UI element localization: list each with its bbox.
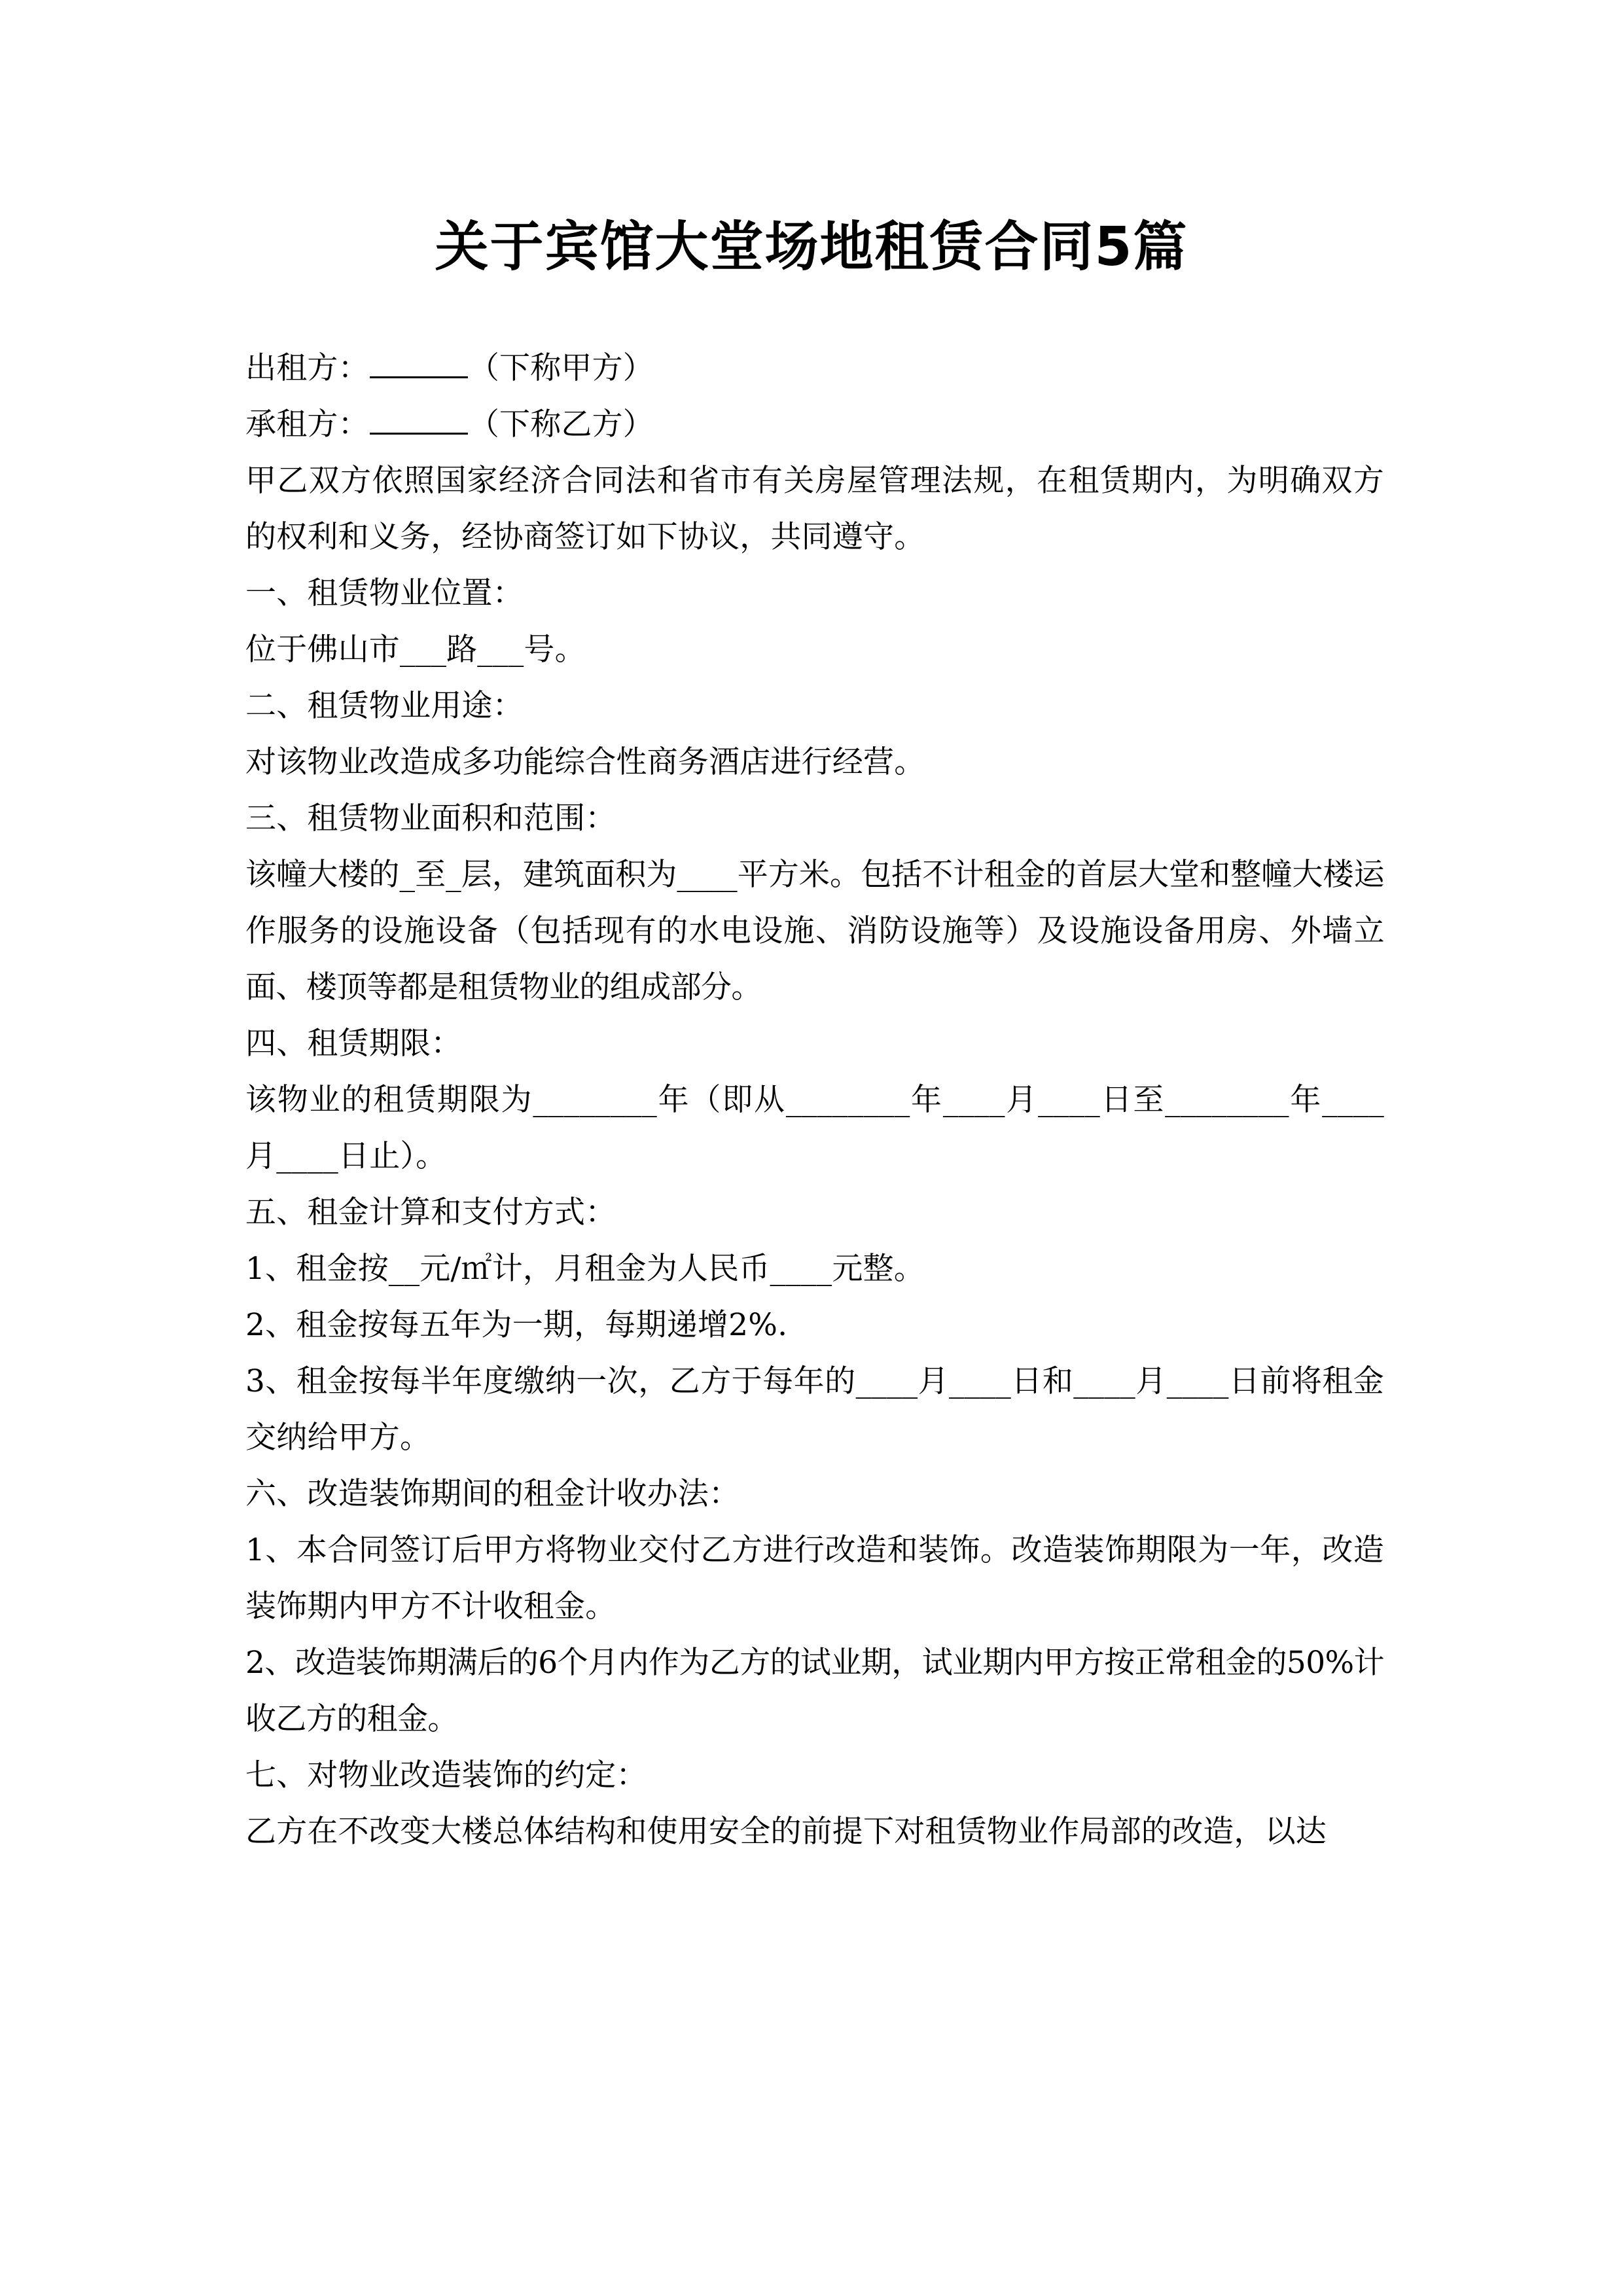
lessee-label: 承租方： (245, 406, 369, 442)
document-body (245, 340, 1384, 1860)
heading-section-1: 一、租赁物业位置： (245, 575, 524, 611)
paragraph-rent-schedule: 3、租金按每半年度缴纳一次，乙方于每年的____月____日和____月____日前将租金交纳给甲方。 (245, 1363, 1384, 1456)
paragraph-lessee (245, 397, 1384, 453)
paragraph-renovation-free-period: 1、本合同签订后甲方将物业交付乙方进行改造和装饰。改造装饰期限为一年，改造装饰期内甲方不计收租金。 (245, 1532, 1384, 1624)
paragraph-trial-period: 2、改造装饰期满后的6个月内作为乙方的试业期，试业期内甲方按正常租金的50%计收乙方的租金。 (245, 1645, 1384, 1737)
lessee-blank[interactable] (370, 406, 468, 435)
paragraph-area: 该幢大楼的_至_层，建筑面积为____平方米。包括不计租金的首层大堂和整幢大楼运作服务的设施设备（包括现有的水电设施、消防设施等）及设施设备用房、外墙立面、楼顶等都是租赁物业的组成部分。 (245, 857, 1384, 1005)
heading-section-3: 三、租赁物业面积和范围： (245, 800, 616, 836)
paragraph-rent-rate: 1、租金按__元/㎡计，月租金为人民币____元整。 (245, 1251, 925, 1287)
heading-section-6: 六、改造装饰期间的租金计收办法： (245, 1476, 740, 1512)
heading-section-4: 四、租赁期限： (245, 1026, 462, 1062)
paragraph-preamble: 甲乙双方依照国家经济合同法和省市有关房屋管理法规，在租赁期内，为明确双方的权利和义务，经协商签订如下协议，共同遵守。 (245, 463, 1384, 555)
lessor-blank[interactable] (370, 350, 468, 378)
paragraph-usage: 对该物业改造成多功能综合性商务酒店进行经营。 (245, 744, 925, 780)
paragraph-location: 位于佛山市___路___号。 (245, 632, 586, 668)
heading-section-2: 二、租赁物业用途： (245, 688, 524, 724)
heading-section-5: 五、租金计算和支付方式： (245, 1194, 616, 1230)
lessee-note: （下称乙方） (468, 406, 654, 442)
paragraph-term: 该物业的租赁期限为________年（即从________年____月____日至________年____月____日止）。 (245, 1082, 1384, 1174)
page-title: 关于宾馆大堂场地租赁合同5篇 (435, 215, 1188, 278)
paragraph-renovation-terms: 乙方在不改变大楼总体结构和使用安全的前提下对租赁物业作局部的改造，以达 (245, 1814, 1327, 1850)
paragraph-rent-escalation: 2、租金按每五年为一期，每期递增2%. (245, 1307, 788, 1343)
lessor-label: 出租方： (245, 350, 369, 386)
paragraph-lessor (245, 340, 1384, 397)
heading-section-7: 七、对物业改造装饰的约定： (245, 1757, 647, 1793)
lessor-note: （下称甲方） (468, 350, 654, 386)
